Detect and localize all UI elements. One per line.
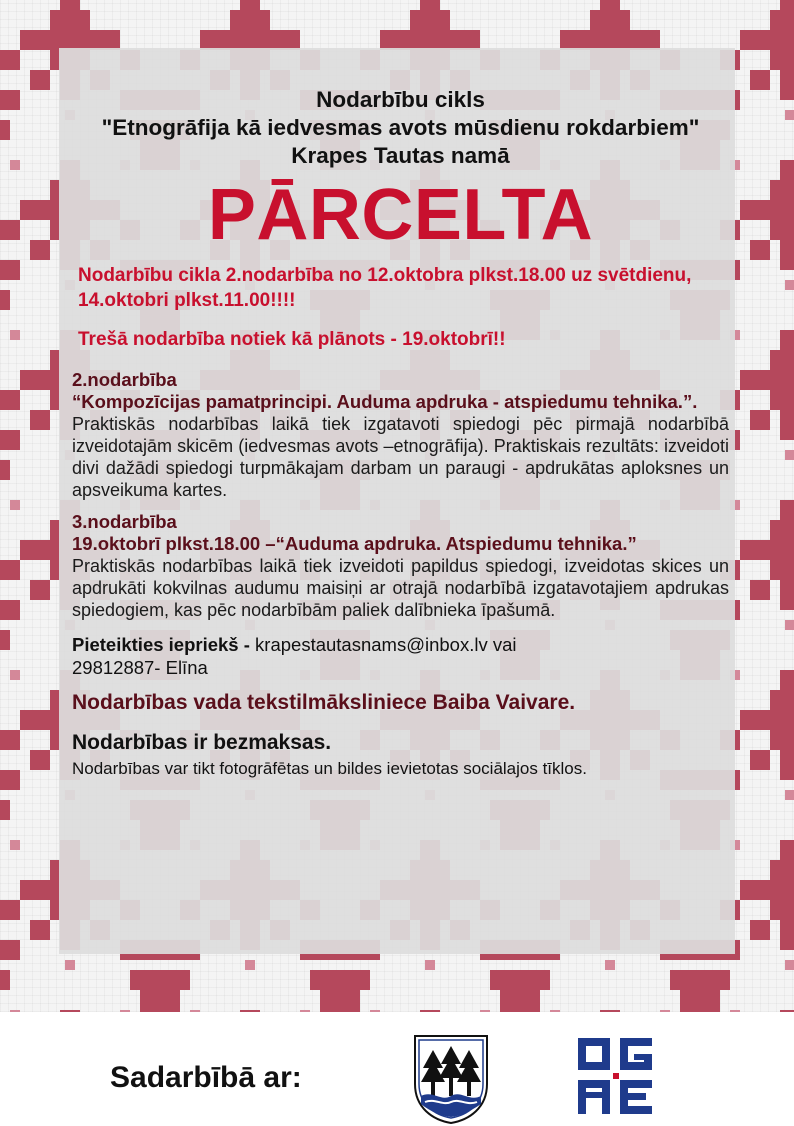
- session-2: [72, 369, 729, 501]
- session-title: “Kompozīcijas pamatprincipi. Auduma apdruka - atspiedumu tehnika.”.: [72, 391, 698, 412]
- instructor-line: Nodarbības vada tekstilmāksliniece Baiba Vaivare.: [72, 691, 576, 714]
- ogre-logo-icon: [576, 1036, 656, 1116]
- session-number: 2.nodarbība: [72, 369, 177, 390]
- free-of-charge: Nodarbības ir bezmaksas.: [72, 731, 332, 754]
- announcement-panel: [59, 48, 735, 954]
- session-description: Praktiskās nodarbības laikā tiek izgatavoti spiedogi pēc pirmajā nodarbībā izveidotajām skicēm (iedvesmas avots –etnogrāfija). Praktiskais rezultāts: izveidoti divi dažādi spiedogi turpmākajam darbam un paraugi - apdrukātas aploksnes un apsveikuma kartes.: [72, 414, 729, 500]
- photo-disclaimer: Nodarbības var tikt fotogrāfētas un bildes ievietotas sociālajos tīklos.: [72, 759, 587, 778]
- partners-footer: [0, 1012, 794, 1123]
- session-title: 19.oktobrī plkst.18.00 –“Auduma apdruka. Atspiedumu tehnika.”: [72, 533, 637, 554]
- header-line-title: "Etnogrāfija kā iedvesmas avots mūsdienu rokdarbiem": [101, 115, 700, 140]
- signup-email[interactable]: krapestautasnams@inbox.lv: [255, 634, 488, 655]
- signup-phone: 29812887- Elīna: [72, 657, 208, 678]
- signup-label: Pieteikties iepriekš -: [72, 634, 250, 655]
- status-postponed: PĀRCELTA: [207, 175, 594, 255]
- header-line-series: Nodarbību cikls: [316, 87, 485, 112]
- municipality-coat-of-arms-icon: [411, 1032, 491, 1126]
- session-number: 3.nodarbība: [72, 511, 177, 532]
- session-3: [72, 511, 729, 621]
- collab-label: Sadarbībā ar:: [110, 1061, 302, 1094]
- reschedule-notice: Nodarbību cikla 2.nodarbība no 12.oktobra plkst.18.00 uz svētdienu, 14.oktobri plkst.11.00!!!!: [78, 265, 692, 311]
- signup-connector: vai: [492, 634, 517, 655]
- signup-info: [72, 633, 729, 679]
- third-session-notice: Trešā nodarbība notiek kā plānots - 19.oktobrī!!: [78, 329, 506, 350]
- event-header: [72, 86, 729, 170]
- header-line-venue: Krapes Tautas namā: [291, 143, 510, 168]
- session-description: Praktiskās nodarbības laikā tiek izveidoti papildus spiedogi, izveidotas skices un apdrukāti kokvilnas audumu maisiņi ar otrajā nodarbībā izgatavotajiem apdrukas spiedogiem, kas pēc nodarbībām paliek dalībnieka īpašumā.: [72, 556, 729, 620]
